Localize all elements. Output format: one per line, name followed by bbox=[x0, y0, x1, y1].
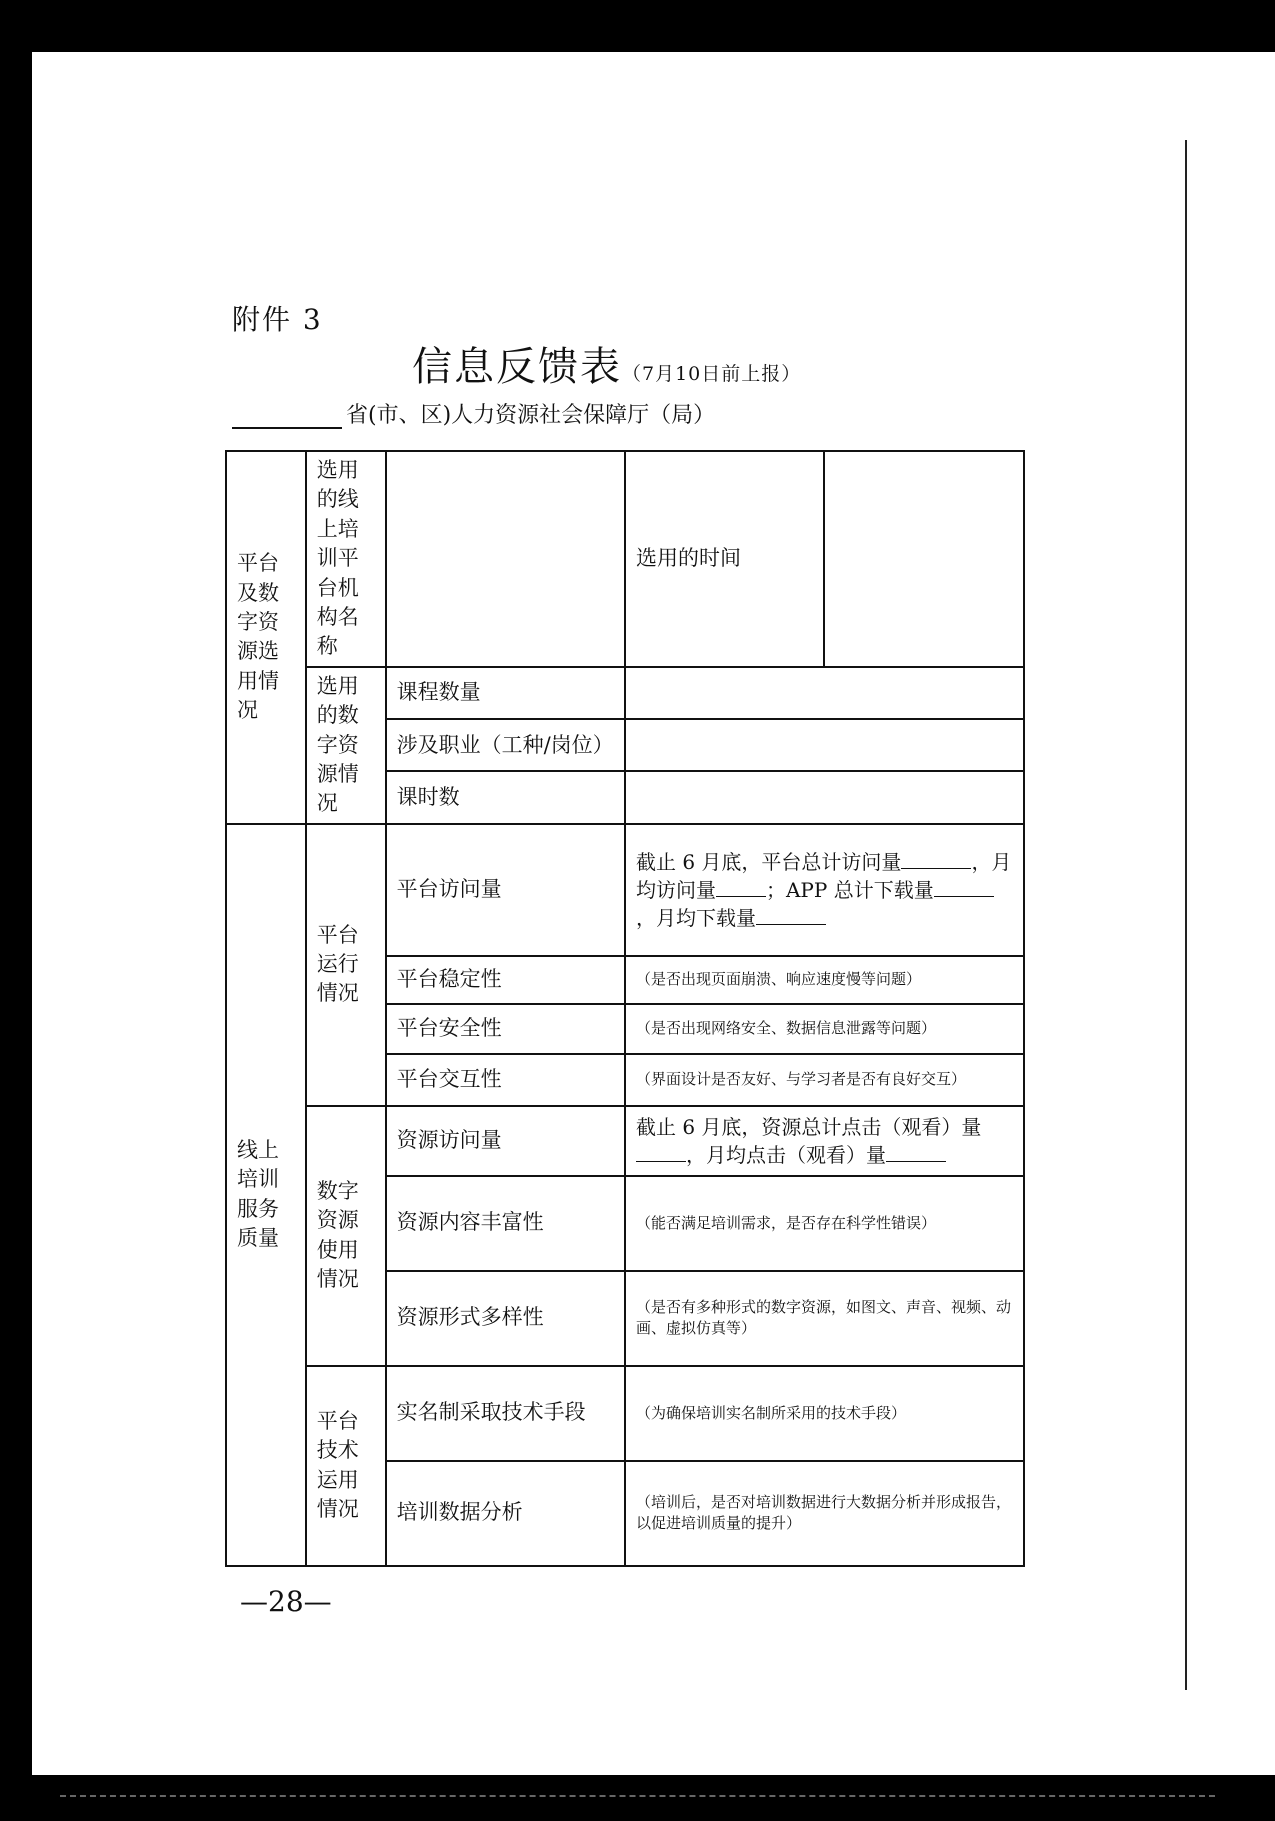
platform-security-label: 平台安全性 bbox=[386, 1004, 625, 1054]
form-title bbox=[412, 335, 801, 392]
platform-interactivity-field[interactable]: （界面设计是否友好、与学习者是否有良好交互） bbox=[625, 1054, 1024, 1106]
platform-visits-label: 平台访问量 bbox=[386, 824, 625, 956]
format-diversity-label: 资源形式多样性 bbox=[386, 1271, 625, 1366]
table-row bbox=[226, 1106, 1024, 1176]
province-blank-field[interactable] bbox=[232, 405, 342, 429]
scan-bottom-border bbox=[0, 1775, 1275, 1821]
platform-visits-field[interactable] bbox=[625, 824, 1024, 956]
digital-resources-label: 选用的数字资源情况 bbox=[306, 667, 386, 824]
scan-edge-rule bbox=[1185, 140, 1187, 1690]
monthly-downloads-blank[interactable] bbox=[756, 904, 826, 925]
class-hours-field[interactable] bbox=[625, 771, 1024, 824]
platform-name-field[interactable] bbox=[386, 451, 625, 667]
subgroup-resource-usage: 数字资源使用情况 bbox=[306, 1106, 386, 1366]
monthly-clicks-blank[interactable] bbox=[886, 1141, 946, 1162]
platform-interactivity-label: 平台交互性 bbox=[386, 1054, 625, 1106]
content-richness-label: 资源内容丰富性 bbox=[386, 1176, 625, 1271]
platform-visits-text-3: ；APP 总计下载量 bbox=[765, 877, 934, 902]
total-clicks-blank[interactable] bbox=[636, 1141, 686, 1162]
platform-stability-field[interactable]: （是否出现页面崩溃、响应速度慢等问题） bbox=[625, 956, 1024, 1004]
class-hours-label: 课时数 bbox=[386, 771, 625, 824]
feedback-table bbox=[225, 450, 1025, 1567]
platform-name-label: 选用的线上培训平台机构名称 bbox=[306, 451, 386, 667]
resource-visits-label: 资源访问量 bbox=[386, 1106, 625, 1176]
group-label-service-quality: 线上培训服务质量 bbox=[226, 824, 306, 1566]
subgroup-platform-operation: 平台运行情况 bbox=[306, 824, 386, 1106]
province-line bbox=[232, 398, 715, 429]
attachment-label: 附件 3 bbox=[232, 303, 323, 336]
scan-noise bbox=[60, 1795, 1215, 1799]
platform-stability-label: 平台稳定性 bbox=[386, 956, 625, 1004]
resource-visits-text-1: 截止 6 月底，资源总计点击（观看）量 bbox=[635, 1114, 982, 1139]
format-diversity-field[interactable]: （是否有多种形式的数字资源，如图文、声音、视频、动画、虚拟仿真等） bbox=[625, 1271, 1024, 1366]
content-richness-field[interactable]: （能否满足培训需求，是否存在科学性错误） bbox=[625, 1176, 1024, 1271]
occupations-label: 涉及职业（工种/岗位） bbox=[386, 719, 625, 771]
platform-visits-text-2: ，月均访问量 bbox=[635, 849, 1012, 902]
title-text: 信息反馈表 bbox=[412, 344, 622, 390]
training-data-analysis-label: 培训数据分析 bbox=[386, 1461, 625, 1566]
training-data-analysis-field[interactable]: （培训后，是否对培训数据进行大数据分析并形成报告，以促进培训质量的提升） bbox=[625, 1461, 1024, 1566]
page-number: —28— bbox=[240, 1585, 332, 1618]
table-row bbox=[226, 824, 1024, 956]
selection-time-label: 选用的时间 bbox=[625, 451, 825, 667]
platform-visits-text-1: 截止 6 月底，平台总计访问量 bbox=[635, 849, 902, 874]
platform-visits-text-4: ，月均下载量 bbox=[635, 905, 756, 930]
table-row bbox=[226, 1366, 1024, 1461]
course-count-label: 课程数量 bbox=[386, 667, 625, 720]
selection-time-field[interactable] bbox=[824, 451, 1024, 667]
subgroup-platform-technology: 平台技术运用情况 bbox=[306, 1366, 386, 1566]
resource-visits-field[interactable] bbox=[625, 1106, 1024, 1176]
platform-security-field[interactable]: （是否出现网络安全、数据信息泄露等问题） bbox=[625, 1004, 1024, 1054]
monthly-visits-blank[interactable] bbox=[716, 876, 766, 897]
resource-visits-text-2: ，月均点击（观看）量 bbox=[685, 1142, 886, 1167]
table-row bbox=[226, 451, 1024, 667]
group-label-platform-selection: 平台及数字资源选用情况 bbox=[226, 451, 306, 824]
real-name-tech-field[interactable]: （为确保培训实名制所采用的技术手段） bbox=[625, 1366, 1024, 1461]
real-name-tech-label: 实名制采取技术手段 bbox=[386, 1366, 625, 1461]
total-downloads-blank[interactable] bbox=[934, 876, 994, 897]
table-row bbox=[226, 667, 1024, 720]
occupations-field[interactable] bbox=[625, 719, 1024, 771]
total-visits-blank[interactable] bbox=[901, 848, 971, 869]
course-count-field[interactable] bbox=[625, 667, 1024, 720]
title-deadline-note: （7月10日前上报） bbox=[622, 363, 802, 385]
province-line-text: 省(市、区)人力资源社会保障厅（局） bbox=[346, 403, 716, 428]
